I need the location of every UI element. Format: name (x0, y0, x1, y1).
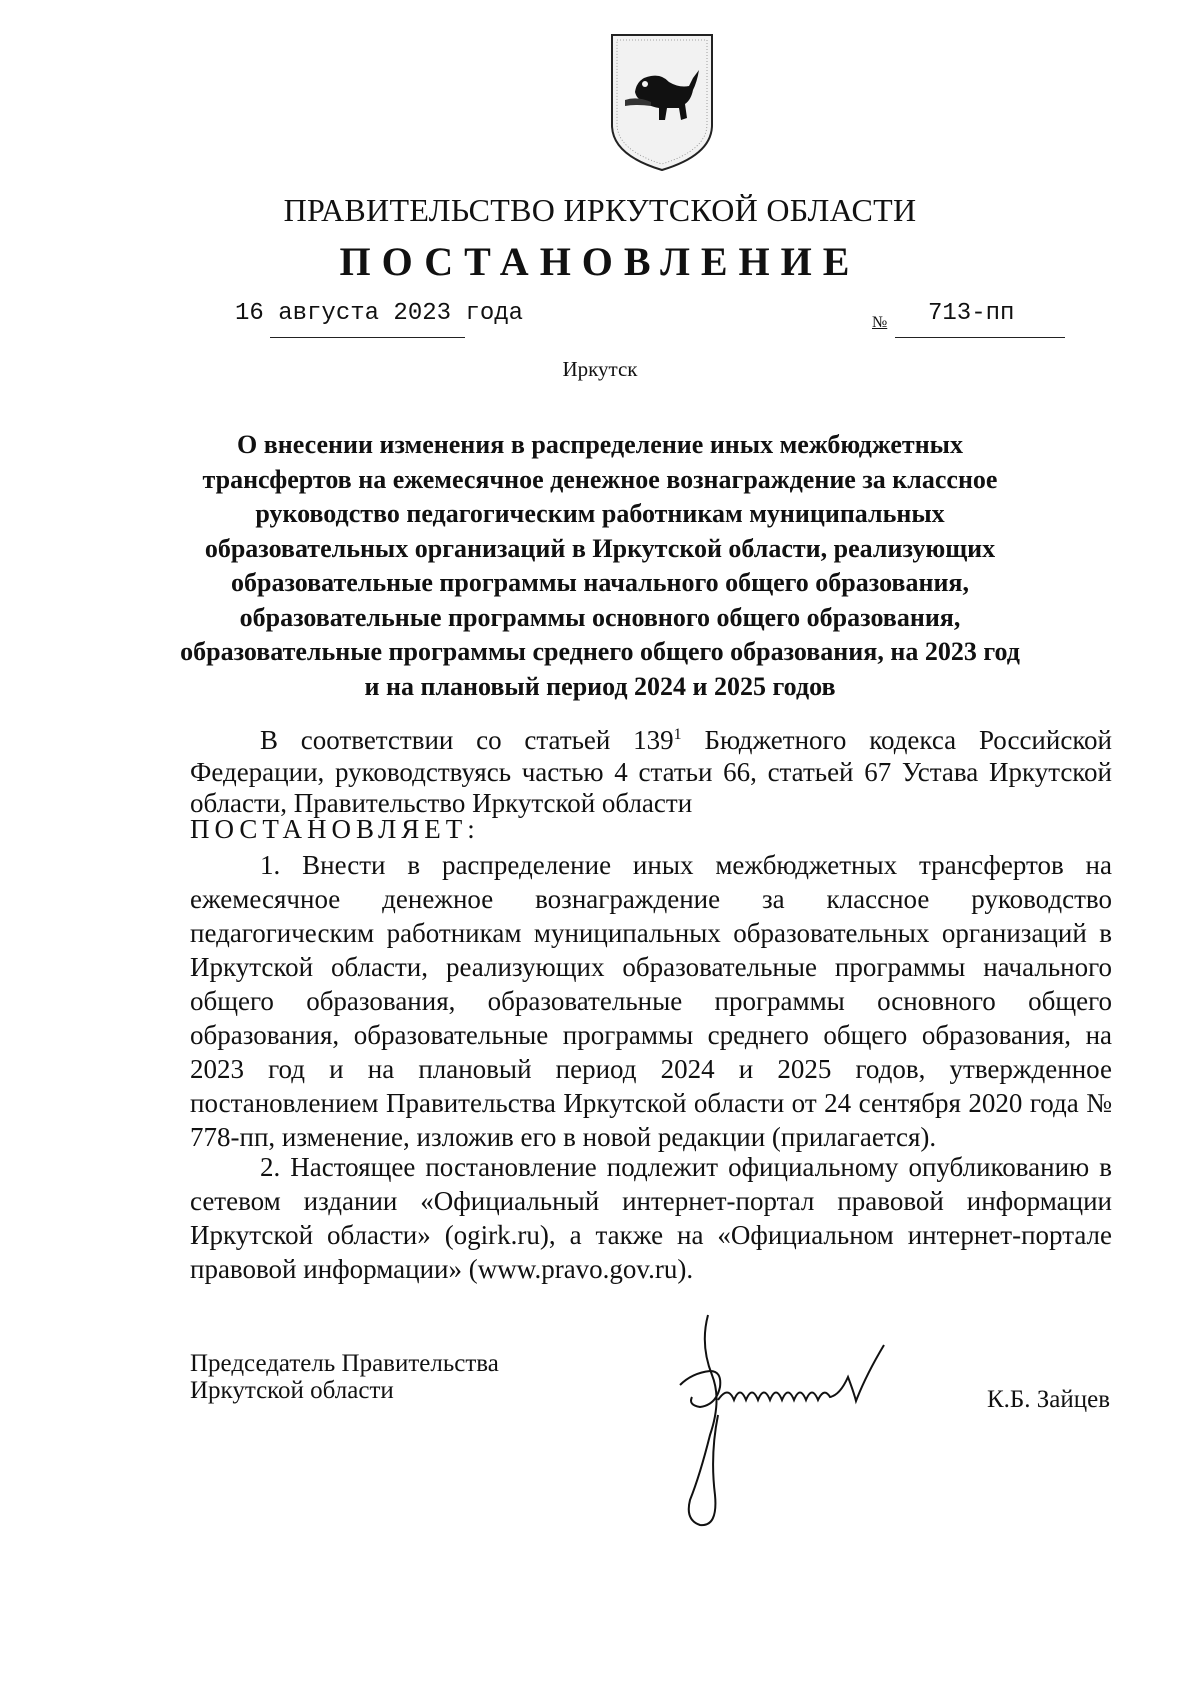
handwritten-signature-icon (670, 1305, 950, 1535)
signer-name: К.Б. Зайцев (987, 1386, 1111, 1413)
signer-position-line2: Иркутской области (190, 1377, 394, 1404)
number-label: № (872, 314, 888, 331)
coat-of-arms-icon (607, 30, 717, 175)
signer-position-line1: Председатель Правительства (190, 1350, 499, 1377)
document-city: Иркутск (562, 357, 638, 381)
date-underline (270, 337, 465, 338)
document-type: ПОСТАНОВЛЕНИЕ (339, 239, 861, 284)
document-date: 16 августа 2023 года (235, 300, 524, 327)
paragraph-item-1: 1. Внести в распределение иных межбюджетных трансфертов на ежемесячное денежное вознаграждение за классное руководство педагогическим работникам муниципальных образовательных организаций в Иркутской области, реализующих образовательные программы начального общего образования, образовательные программы основного общего образования, образовательные программы среднего общего образования, на 2023 год и на плановый период 2024 и 2025 годов, утвержденное постановлением Правительства Иркутской области от 24 сентября 2020 года № 778-пп, изменение, изложив его в новой редакции (прилагается). (190, 850, 1112, 1152)
preamble-text-end: Бюджетного кодекса Российской Федерации, руководствуясь частью 4 статьи 66, статьей 67 Устава Иркутской области, Правительство Иркутской области (190, 725, 1113, 818)
preamble-superscript: 1 (673, 726, 682, 743)
preamble-text-start: В соответствии со статьей 139 (260, 725, 674, 755)
number-underline (895, 337, 1065, 338)
document-number: 713-пп (928, 300, 1015, 327)
government-name: ПРАВИТЕЛЬСТВО ИРКУТСКОЙ ОБЛАСТИ (283, 192, 917, 228)
document-title: О внесении изменения в распределение иных межбюджетных трансфертов на ежемесячное денежное вознаграждение за классное руководство педагогическим работникам муниципальных образовательных организаций в Иркутской области, реализующих образовательные программы начального общего образования, образовательные программы основного общего образования, образовательные программы среднего общего образования, на 2023 год и на плановый период 2024 и 2025 годов (180, 430, 1020, 701)
paragraph-item-2: 2. Настоящее постановление подлежит официальному опубликованию в сетевом издании «Официальный интернет-портал правовой информации Иркутской области» (ogirk.ru), а также на «Официальном интернет-портале правовой информации» (www.pravo.gov.ru). (190, 1152, 1112, 1284)
preamble-paragraph (190, 719, 1112, 820)
resolves-heading: ПОСТАНОВЛЯЕТ: (190, 814, 480, 844)
